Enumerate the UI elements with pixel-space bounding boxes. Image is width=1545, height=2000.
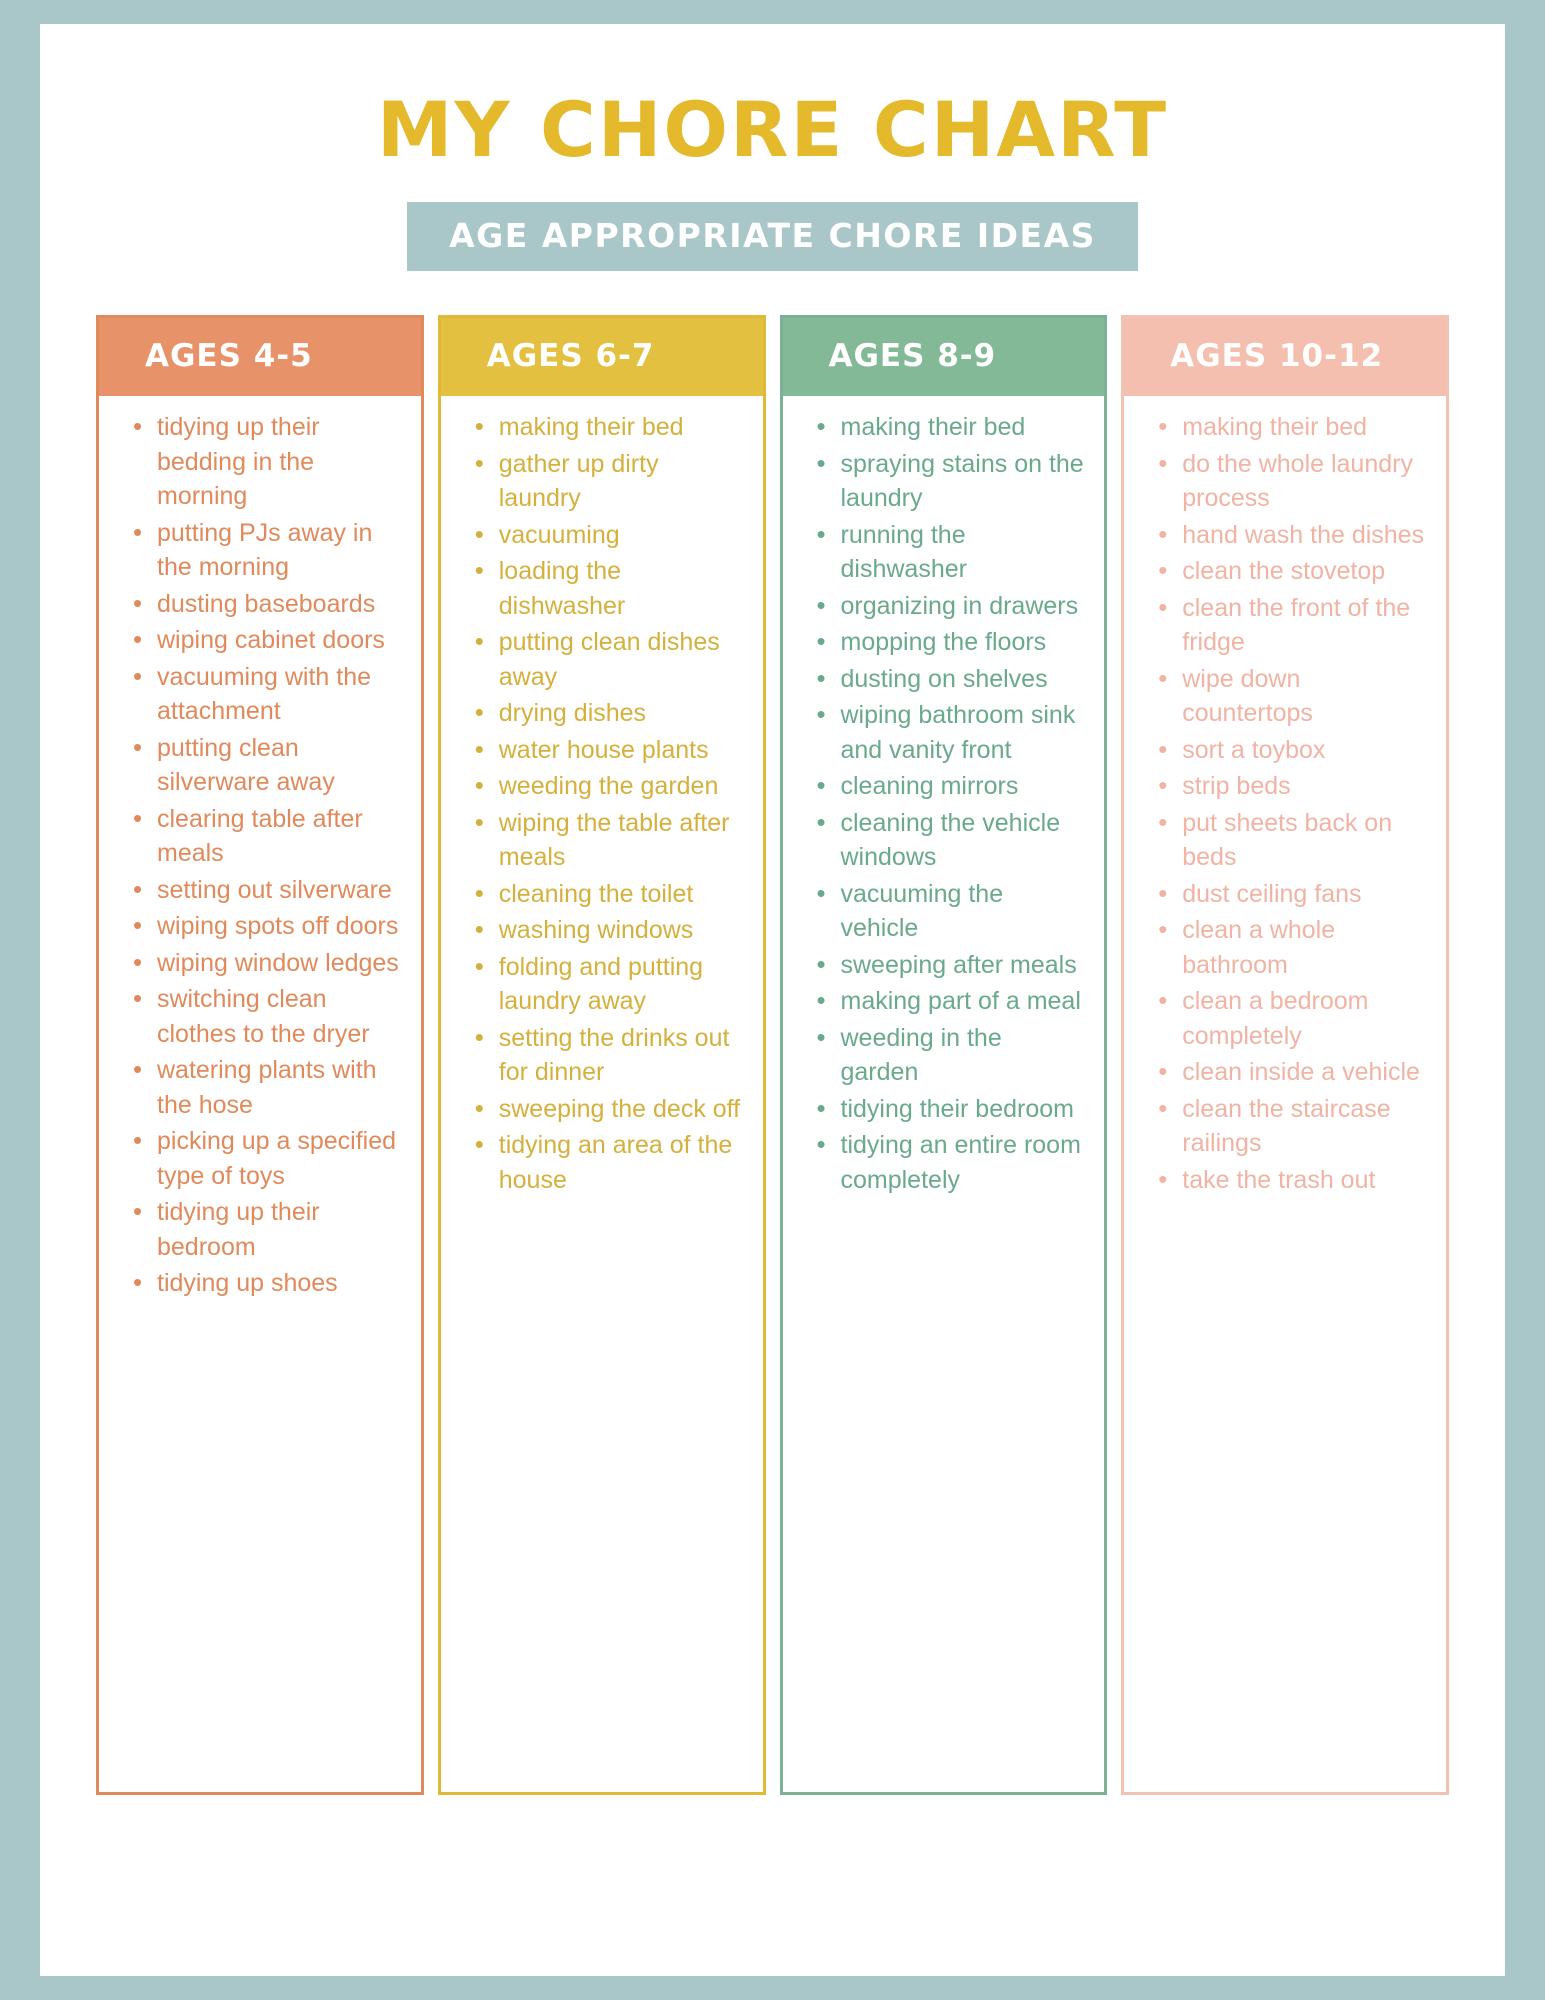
list-item: • tidying up shoes xyxy=(129,1266,403,1301)
subtitle-banner xyxy=(40,202,1505,271)
list-item: • organizing in drawers xyxy=(813,589,1087,624)
list-item: • picking up a specified type of toys xyxy=(129,1124,403,1193)
list-item: • sweeping after meals xyxy=(813,948,1087,983)
list-item: • tidying up their bedding in the morning xyxy=(129,410,403,514)
list-item: • running the dishwasher xyxy=(813,518,1087,587)
list-item: • clean a bedroom completely xyxy=(1154,984,1428,1053)
list-item: • tidying an entire room completely xyxy=(813,1128,1087,1197)
page-title: MY CHORE CHART xyxy=(376,85,1169,174)
list-item: • switching clean clothes to the dryer xyxy=(129,982,403,1051)
list-item: • wipe down countertops xyxy=(1154,662,1428,731)
list-item: • tidying their bedroom xyxy=(813,1092,1087,1127)
list-item: • cleaning the toilet xyxy=(471,877,745,912)
list-item: • wiping bathroom sink and vanity front xyxy=(813,698,1087,767)
list-item: • clearing table after meals xyxy=(129,802,403,871)
list-item: • vacuuming with the attachment xyxy=(129,660,403,729)
chore-list xyxy=(1124,410,1446,1227)
chore-columns xyxy=(40,315,1505,1795)
chore-list xyxy=(99,410,421,1331)
list-item: • water house plants xyxy=(471,733,745,768)
chore-chart-page xyxy=(40,24,1505,1976)
list-item: • mopping the floors xyxy=(813,625,1087,660)
list-item: • cleaning the vehicle windows xyxy=(813,806,1087,875)
list-item: • setting the drinks out for dinner xyxy=(471,1021,745,1090)
list-item: • do the whole laundry process xyxy=(1154,447,1428,516)
list-item: • making their bed xyxy=(1154,410,1428,445)
list-item: • clean the stovetop xyxy=(1154,554,1428,589)
list-item: • dust ceiling fans xyxy=(1154,877,1428,912)
chore-list xyxy=(783,410,1105,1227)
list-item: • gather up dirty laundry xyxy=(471,447,745,516)
list-item: • sort a toybox xyxy=(1154,733,1428,768)
list-item: • spraying stains on the laundry xyxy=(813,447,1087,516)
column-heading: AGES 4-5 xyxy=(99,318,421,396)
subtitle-text: AGE APPROPRIATE CHORE IDEAS xyxy=(407,202,1138,271)
list-item: • tidying an area of the house xyxy=(471,1128,745,1197)
chore-column-ages-8-9 xyxy=(780,315,1108,1795)
chore-list xyxy=(441,410,763,1227)
chore-column-ages-4-5 xyxy=(96,315,424,1795)
list-item: • put sheets back on beds xyxy=(1154,806,1428,875)
list-item: • wiping the table after meals xyxy=(471,806,745,875)
list-item: • folding and putting laundry away xyxy=(471,950,745,1019)
list-item: • tidying up their bedroom xyxy=(129,1195,403,1264)
list-item: • making their bed xyxy=(813,410,1087,445)
list-item: • clean the front of the fridge xyxy=(1154,591,1428,660)
list-item: • vacuuming xyxy=(471,518,745,553)
list-item: • putting clean dishes away xyxy=(471,625,745,694)
list-item: • putting clean silverware away xyxy=(129,731,403,800)
list-item: • cleaning mirrors xyxy=(813,769,1087,804)
list-item: • weeding in the garden xyxy=(813,1021,1087,1090)
list-item: • hand wash the dishes xyxy=(1154,518,1428,553)
list-item: • take the trash out xyxy=(1154,1163,1428,1198)
list-item: • making part of a meal xyxy=(813,984,1087,1019)
list-item: • sweeping the deck off xyxy=(471,1092,745,1127)
list-item: • strip beds xyxy=(1154,769,1428,804)
list-item: • making their bed xyxy=(471,410,745,445)
column-heading: AGES 6-7 xyxy=(441,318,763,396)
column-heading: AGES 10-12 xyxy=(1124,318,1446,396)
column-heading: AGES 8-9 xyxy=(783,318,1105,396)
chore-column-ages-10-12 xyxy=(1121,315,1449,1795)
list-item: • washing windows xyxy=(471,913,745,948)
list-item: • clean inside a vehicle xyxy=(1154,1055,1428,1090)
list-item: • drying dishes xyxy=(471,696,745,731)
list-item: • dusting on shelves xyxy=(813,662,1087,697)
list-item: • putting PJs away in the morning xyxy=(129,516,403,585)
list-item: • clean a whole bathroom xyxy=(1154,913,1428,982)
list-item: • dusting baseboards xyxy=(129,587,403,622)
list-item: • wiping cabinet doors xyxy=(129,623,403,658)
chore-column-ages-6-7 xyxy=(438,315,766,1795)
list-item: • weeding the garden xyxy=(471,769,745,804)
list-item: • setting out silverware xyxy=(129,873,403,908)
list-item: • watering plants with the hose xyxy=(129,1053,403,1122)
list-item: • clean the staircase railings xyxy=(1154,1092,1428,1161)
list-item: • wiping window ledges xyxy=(129,946,403,981)
list-item: • vacuuming the vehicle xyxy=(813,877,1087,946)
list-item: • wiping spots off doors xyxy=(129,909,403,944)
list-item: • loading the dishwasher xyxy=(471,554,745,623)
